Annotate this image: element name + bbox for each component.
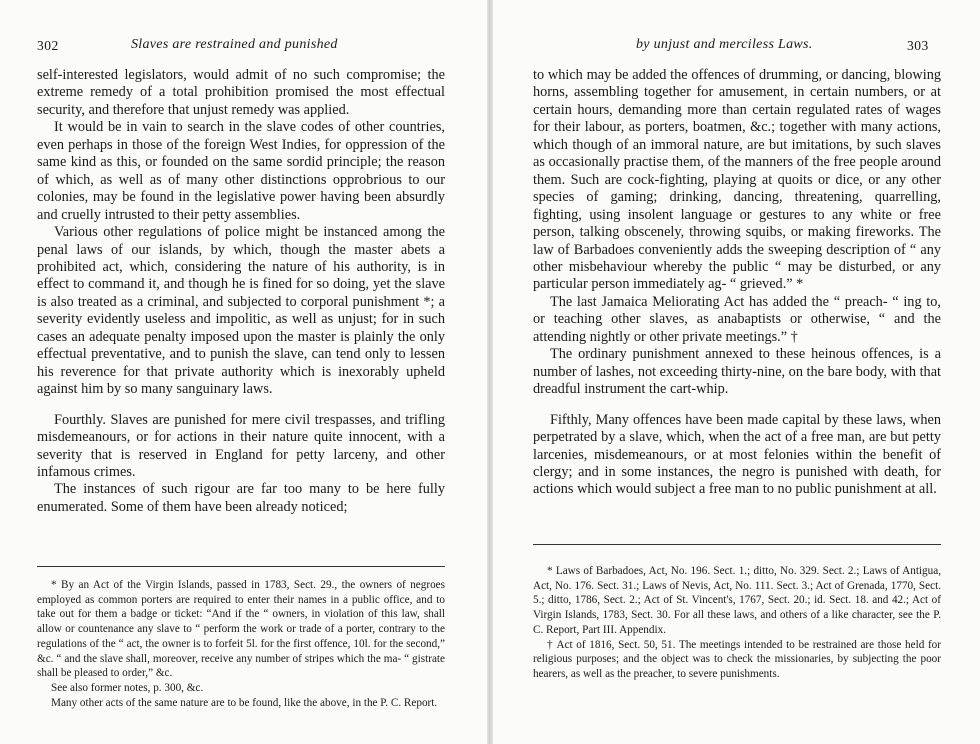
paragraph: Various other regulations of police might be instanced among the penal laws of our islands, by which, though the master abets a prohibited act, which, considering the nature of his authority, is in effect to command it, and though he is fined for so doing, yet the slave is also treated as a criminal, and subjected to corporal punishment *; a severity evidently useless and impolitic, as well as unjust; for in such cases an adequate penalty imposed upon the master is plainly the only effectual preventative, and to punish the slave, can tend only to lessen his reverence for that private authority which is inexorably upheld against him by so many sanguinary laws. — [37, 224, 445, 398]
running-head: Slaves are restrained and punished — [131, 37, 338, 52]
footnote-divider — [533, 544, 941, 545]
footnote: * By an Act of the Virgin Islands, passed in 1783, Sect. 29., the owners of negroes employed as common porters are required to enter their names in a public office, and to take out for them a badge or ticket: “And if the “ owners, in violation of this law, shall allow or countenance any slave to “ perform the work or trade of a porter, contrary to the regulations of the “ act, the owner is to forfeit 5l. for the first offence, 10l. for the second,” &c. “ and the slave shall, moreover, receive any number of stripes which the ma- “ gistrate shall be pleased to order,” &c. — [37, 579, 445, 680]
paragraph: The last Jamaica Meliorating Act has added the “ preach- “ ing to, or teaching other slaves, as anabaptists or otherwise, “ and the attending nightly or other private meetings.” † — [533, 293, 941, 345]
paragraph: to which may be added the offences of drumming, or dancing, blowing horns, assembling together for amusement, in certain numbers, or at certain hours, demanding more than certain regulated rates of wages for their labour, as porters, boatmen, &c.; together with many actions, which though of an immoral nature, are but imitations, by such slaves as occasionally practise them, of the manners of the free people around them. Such are cock-fighting, playing at quoits or dice, or any other species of gaming; drinking, dancing, threatening, quarrelling, fighting, using insolent language or gestures to any white or free person, talking obscenely, throwing squibs, or making fireworks. The law of Barbadoes conveniently adds the sweeping description of “ any other misbehaviour whereby the public “ may be disturbed, or any particular person immediately ag- “ grieved.” * — [533, 67, 941, 293]
paragraph: It would be in vain to search in the slave codes of other countries, even perhaps in those of the foreign West Indies, for oppression of the same kind as this, or founded on the same sordid principle; the reason of which, as well as of many other distinctions opprobrious to our colonies, may be found in the legislative power having been absurdly and cruelly intrusted to their petty assemblies. — [37, 119, 445, 223]
paragraph: Fifthly, Many offences have been made capital by these laws, when perpetrated by a slave, which, when the act of a free man, are but petty larcenies, misdemeanours, or at most felonies within the benefit of clergy; and in some instances, the negro is punished with death, for actions which would subject a free man to no public punishment at all. — [533, 411, 941, 498]
footnotes — [533, 564, 941, 682]
body-text — [37, 67, 445, 516]
running-head: by unjust and merciless Laws. — [636, 37, 813, 52]
footnotes — [37, 578, 445, 710]
paragraph: The instances of such rigour are far too many to be here fully enumerated. Some of them have been already noticed; — [37, 481, 445, 515]
page-number: 303 — [907, 38, 929, 53]
footnote: Many other acts of the same nature are to be found, like the above, in the P. C. Report. — [51, 696, 438, 709]
right-page — [490, 0, 980, 744]
paragraph: The ordinary punishment annexed to these heinous offences, is a number of lashes, not exceeding thirty-nine, on the bare body, with that dreadful instrument the cart-whip. — [533, 346, 942, 398]
body-text — [533, 67, 941, 499]
page-number: 302 — [37, 38, 59, 53]
paragraph: Fourthly. Slaves are punished for mere civil trespasses, and trifling misdemeanours, or for actions in their nature quite innocent, with a severity that is reserved in England for petty larceny, and other infamous crimes. — [37, 411, 445, 480]
footnote: † Act of 1816, Sect. 50, 51. The meetings intended to be restrained are those held for religious purposes; and the object was to check the missionaries, by subjecting the poor hearers, as well as the preacher, to severe punishments. — [533, 638, 941, 680]
footnote-divider — [37, 566, 445, 567]
paragraph: self-interested legislators, would admit of no such compromise; the extreme remedy of a total prohibition promised the most effectual security, and therefore that unjust remedy was applied. — [37, 67, 445, 118]
footnote: * Laws of Barbadoes, Act, No. 196. Sect. 1.; ditto, No. 329. Sect. 2.; Laws of Antigua, Act, No. 176. Sect. 31.; Laws of Nevis, Act, No. 111. Sect. 3.; Act of Grenada, 1770, Sect. 5.; ditto, 1786, Sect. 2.; Act of St. Vincent's, 1767, Sect. 20.; id. Sect. 18. and 42.; Act of Virgin Islands, 1783, Sect. 30. For all these laws, and others of a like character, see the P. C. Report, Part III. Appendix. — [533, 565, 941, 636]
footnote: See also former notes, p. 300, &c. — [51, 681, 204, 694]
